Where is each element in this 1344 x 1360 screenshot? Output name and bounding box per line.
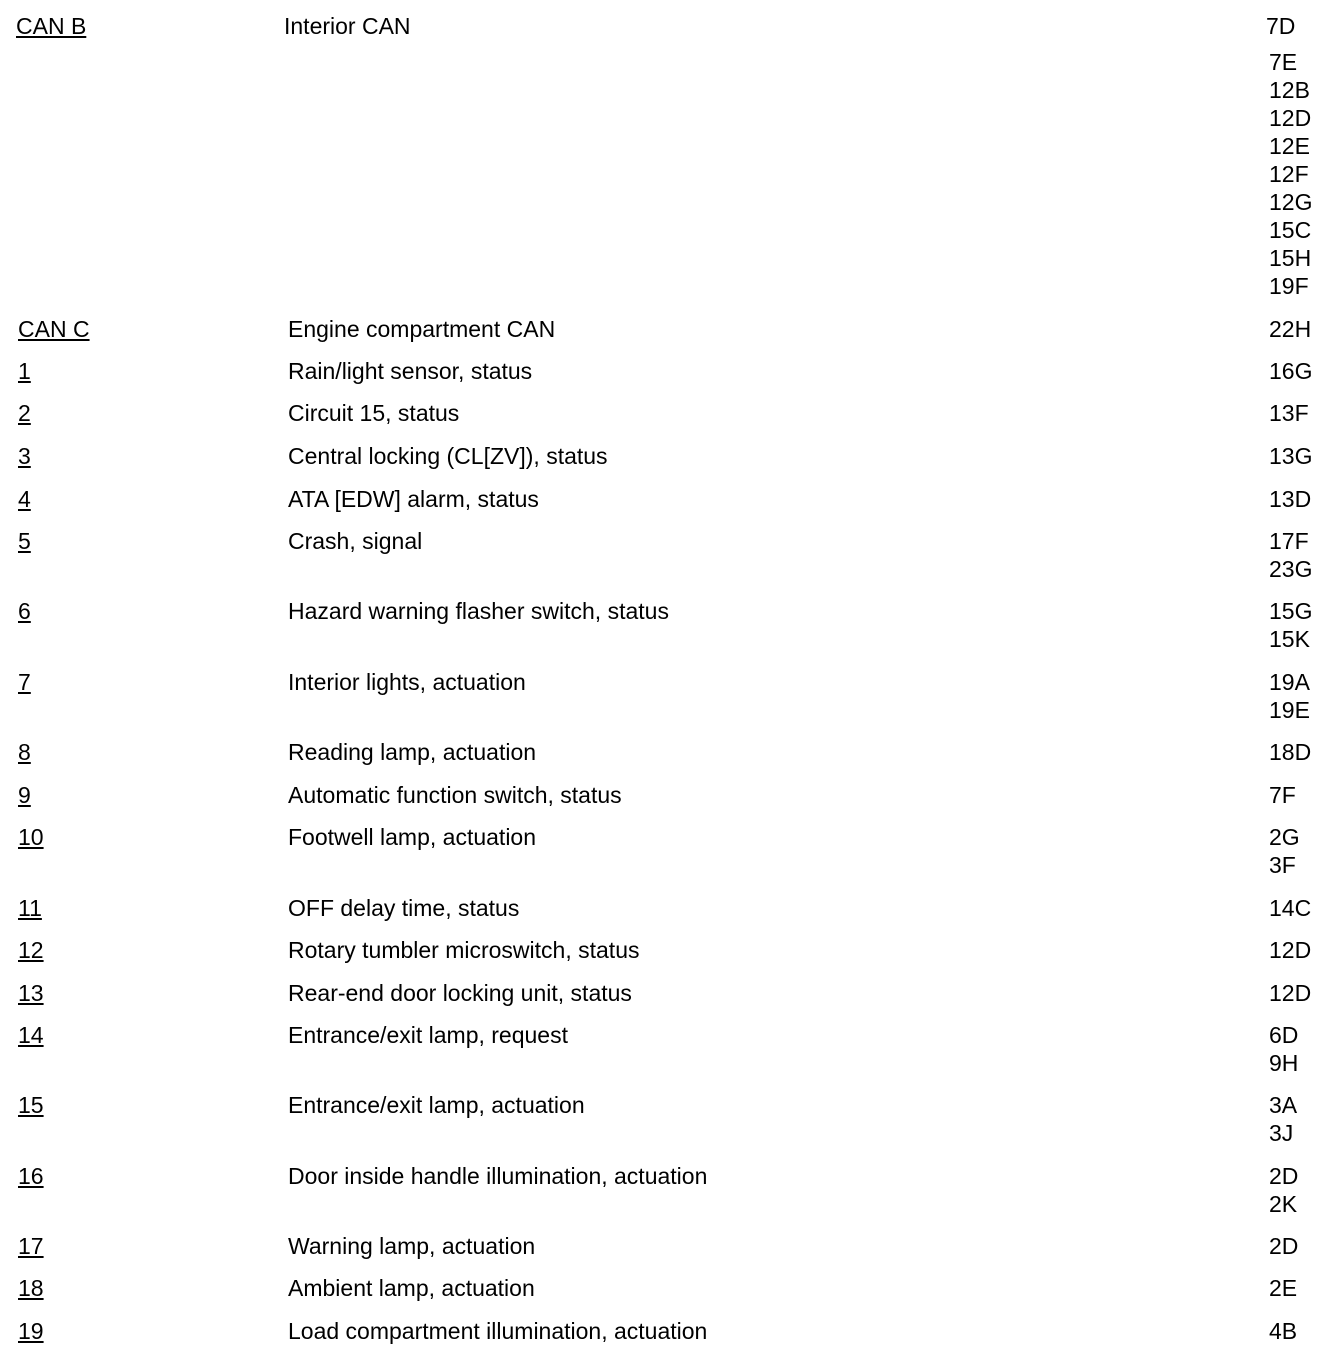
- description: Circuit 15, status: [288, 400, 460, 426]
- grid-reference: 12G: [1269, 189, 1313, 215]
- description: Interior lights, actuation: [288, 669, 526, 695]
- code-link-17[interactable]: 17: [18, 1233, 44, 1259]
- grid-reference-list: [1269, 979, 1341, 1007]
- grid-reference: 7D: [1266, 13, 1296, 39]
- grid-reference: 15C: [1269, 217, 1312, 243]
- grid-reference-list: [1269, 357, 1341, 385]
- code-link-11[interactable]: 11: [18, 895, 42, 921]
- grid-reference-list: [1269, 1162, 1341, 1218]
- grid-reference-list: [1269, 1232, 1341, 1260]
- grid-reference: 18D: [1269, 739, 1312, 765]
- code-link-5[interactable]: 5: [18, 528, 31, 554]
- grid-reference: 13D: [1269, 486, 1312, 512]
- grid-reference-list: [1269, 738, 1341, 766]
- code-link-4[interactable]: 4: [18, 486, 31, 512]
- grid-reference: 12E: [1269, 133, 1310, 159]
- grid-reference: 2D: [1269, 1163, 1299, 1189]
- code-link-15[interactable]: 15: [18, 1092, 44, 1118]
- grid-reference-list: [1269, 936, 1341, 964]
- description: Load compartment illumination, actuation: [288, 1318, 708, 1344]
- grid-reference: 12F: [1269, 161, 1309, 187]
- grid-reference: 19A: [1269, 669, 1310, 695]
- grid-reference-list: [1269, 527, 1341, 583]
- grid-reference: 15G: [1269, 598, 1313, 624]
- description: Entrance/exit lamp, request: [288, 1022, 568, 1048]
- code-link-14[interactable]: 14: [18, 1022, 44, 1048]
- grid-reference-list: [1269, 399, 1341, 427]
- grid-reference: 13G: [1269, 443, 1313, 469]
- grid-reference: 2D: [1269, 1233, 1299, 1259]
- code-link-6[interactable]: 6: [18, 598, 31, 624]
- description: ATA [EDW] alarm, status: [288, 486, 539, 512]
- grid-reference: 9H: [1269, 1050, 1299, 1076]
- grid-reference: 7F: [1269, 782, 1296, 808]
- grid-reference-list: [1269, 315, 1341, 343]
- description: Central locking (CL[ZV]), status: [288, 443, 608, 469]
- grid-reference: 17F: [1269, 528, 1309, 554]
- grid-reference: 3A: [1269, 1092, 1298, 1118]
- code-link-2[interactable]: 2: [18, 400, 31, 426]
- grid-reference: 3F: [1269, 852, 1296, 878]
- grid-reference: 19E: [1269, 697, 1310, 723]
- description: Engine compartment CAN: [288, 316, 556, 342]
- description: Rotary tumbler microswitch, status: [288, 937, 640, 963]
- grid-reference-list: [1269, 894, 1341, 922]
- code-link-9[interactable]: 9: [18, 782, 31, 808]
- code-link-16[interactable]: 16: [18, 1163, 44, 1189]
- grid-reference: 2G: [1269, 824, 1300, 850]
- grid-reference: 12D: [1269, 105, 1312, 131]
- grid-reference: 13F: [1269, 400, 1309, 426]
- description: Door inside handle illumination, actuation: [288, 1163, 708, 1189]
- description: OFF delay time, status: [288, 895, 520, 921]
- grid-reference: 15H: [1269, 245, 1312, 271]
- description: Rear-end door locking unit, status: [288, 980, 632, 1006]
- grid-reference: 19F: [1269, 273, 1309, 299]
- code-link-8[interactable]: 8: [18, 739, 31, 765]
- code-link-7[interactable]: 7: [18, 669, 31, 695]
- grid-reference: 16G: [1269, 358, 1313, 384]
- code-link-13[interactable]: 13: [18, 980, 44, 1006]
- code-link-can-b[interactable]: CAN B: [16, 13, 87, 39]
- description: Interior CAN: [284, 13, 411, 39]
- grid-reference-list: [1269, 442, 1341, 470]
- grid-reference: 7E: [1269, 49, 1298, 75]
- grid-reference-list: [1269, 1091, 1341, 1147]
- grid-reference-list: [1269, 1021, 1341, 1077]
- description: Warning lamp, actuation: [288, 1233, 536, 1259]
- grid-reference-list: [1269, 781, 1341, 809]
- grid-reference: 3J: [1269, 1120, 1294, 1146]
- grid-reference: 14C: [1269, 895, 1312, 921]
- description: Entrance/exit lamp, actuation: [288, 1092, 585, 1118]
- description: Reading lamp, actuation: [288, 739, 537, 765]
- description: Ambient lamp, actuation: [288, 1275, 535, 1301]
- grid-reference: 12D: [1269, 980, 1312, 1006]
- grid-reference: 12B: [1269, 77, 1310, 103]
- grid-reference-list: [1269, 485, 1341, 513]
- code-link-3[interactable]: 3: [18, 443, 31, 469]
- grid-reference: 23G: [1269, 556, 1313, 582]
- grid-reference: 6D: [1269, 1022, 1299, 1048]
- code-link-12[interactable]: 12: [18, 937, 44, 963]
- grid-reference-list: [1266, 12, 1341, 300]
- grid-reference-list: [1269, 1274, 1341, 1302]
- description: Footwell lamp, actuation: [288, 824, 537, 850]
- code-link-10[interactable]: 10: [18, 824, 44, 850]
- grid-reference-list: [1269, 1317, 1341, 1345]
- grid-reference: 12D: [1269, 937, 1312, 963]
- code-link-19[interactable]: 19: [18, 1318, 44, 1344]
- description: Rain/light sensor, status: [288, 358, 533, 384]
- description: Crash, signal: [288, 528, 423, 554]
- grid-reference-list: [1269, 668, 1341, 724]
- grid-reference: 4B: [1269, 1318, 1298, 1344]
- grid-reference: 2K: [1269, 1191, 1298, 1217]
- code-link-1[interactable]: 1: [18, 358, 31, 384]
- code-link-18[interactable]: 18: [18, 1275, 44, 1301]
- grid-reference-list: [1269, 597, 1341, 653]
- grid-reference: 15K: [1269, 626, 1310, 652]
- grid-reference: 2E: [1269, 1275, 1298, 1301]
- description: Hazard warning flasher switch, status: [288, 598, 669, 624]
- grid-reference: 22H: [1269, 316, 1312, 342]
- description: Automatic function switch, status: [288, 782, 622, 808]
- code-link-can-c[interactable]: CAN C: [18, 316, 90, 342]
- grid-reference-list: [1269, 823, 1341, 879]
